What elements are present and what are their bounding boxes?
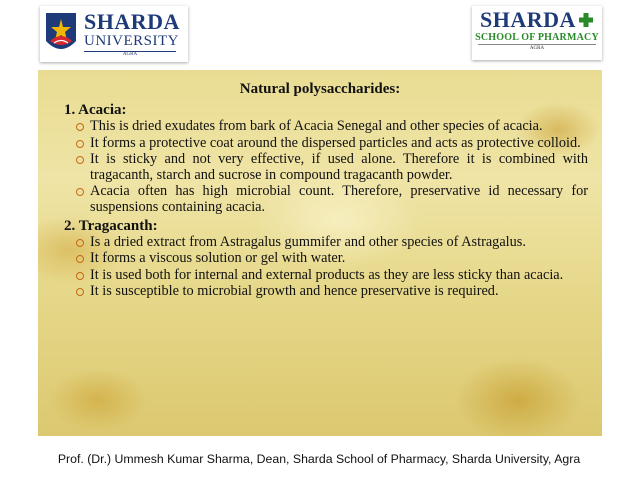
logo-right-line3: AGRA <box>478 44 596 52</box>
logo-right-line2: SCHOOL OF PHARMACY <box>475 32 599 43</box>
logo-left-line1: SHARDA <box>84 9 180 34</box>
list-item: Is a dried extract from Astragalus gummifer and other species of Astragalus. <box>76 235 588 251</box>
pharmacy-cross-icon <box>578 12 594 28</box>
university-emblem-icon <box>44 11 78 57</box>
list-item: Acacia often has high microbial count. Therefore, preservative id necessary for suspensions containing acacia. <box>76 184 588 215</box>
slide-panel <box>38 70 602 436</box>
footer-credit: Prof. (Dr.) Ummesh Kumar Sharma, Dean, Sharda School of Pharmacy, Sharda University, Agra <box>57 452 581 466</box>
logo-right-line1: SHARDA <box>480 7 576 32</box>
section-heading-acacia: 1. Acacia: <box>64 102 127 118</box>
tragacanth-bullet-list <box>52 235 588 300</box>
list-item: It forms a protective coat around the dispersed particles and acts as protective colloid. <box>76 136 588 152</box>
list-item: It is sticky and not very effective, if used alone. Therefore it is combined with tragacanth, starch and sucrose in compound tragacanth powder. <box>76 152 588 183</box>
list-item: It is used both for internal and external products as they are less sticky than acacia. <box>76 268 588 284</box>
logo-left-line2: UNIVERSITY <box>84 33 179 49</box>
list-item: It forms a viscous solution or gel with water. <box>76 251 588 267</box>
slide-text <box>52 70 588 301</box>
sharda-university-logo <box>40 6 188 62</box>
section-heading-tragacanth: 2. Tragacanth: <box>64 217 158 234</box>
list-item: This is dried exudates from bark of Acacia Senegal and other species of acacia. <box>76 119 588 135</box>
slide-title: Natural polysaccharides: <box>239 81 401 97</box>
logo-left-line3: AGRA <box>84 51 176 57</box>
sharda-school-of-pharmacy-logo <box>472 6 602 60</box>
list-item: It is susceptible to microbial growth and hence preservative is required. <box>76 284 588 300</box>
acacia-bullet-list <box>52 119 588 216</box>
